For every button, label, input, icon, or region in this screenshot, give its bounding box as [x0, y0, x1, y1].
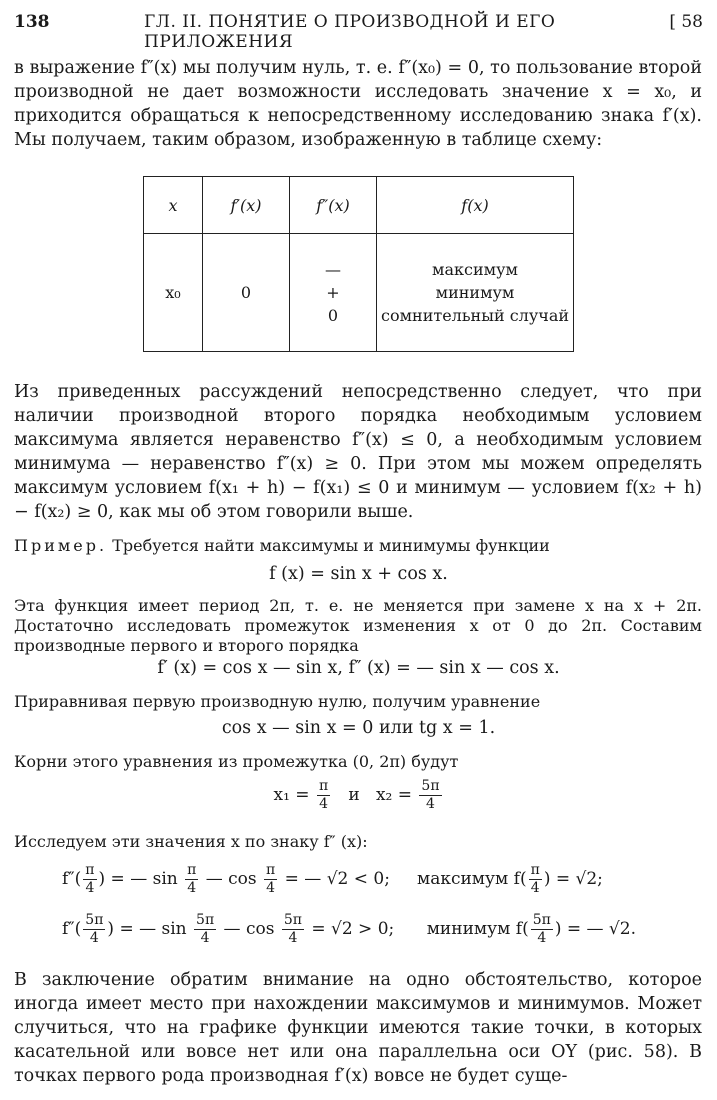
sign-plus: + [326, 283, 340, 302]
cell-x0: x₀ [144, 234, 203, 352]
check-line-max: f″( $\frac{\pi}{4}$ ) = — sin $\frac{\pi}{4}$ — cos $\frac{\pi}{4}$ = — √2 < 0; максимум f( $\frac{\pi}{4}$ ) = √2; [62, 862, 603, 896]
figure-reference: [ 58 [669, 12, 703, 32]
header-f: f(x) [377, 177, 574, 234]
sign-minus: — [325, 260, 341, 279]
root-x1-label: x₁ = [273, 785, 310, 805]
check-line-min: f″( $\frac{5\pi}{4}$ ) = — sin $\frac{5\pi}{4}$ — cos $\frac{5\pi}{4}$ = √2 > 0; минимум f( $\frac{5\pi}{4}$ ) = — √2. [62, 912, 636, 946]
check-text: Исследуем эти значения x по знаку f″ (x): [14, 832, 368, 851]
roots-text: Корни этого уравнения из промежутка (0, 2π) будут [14, 752, 459, 771]
cell-f2-signs [290, 234, 377, 352]
table-header-row [144, 177, 574, 234]
roots-formula [0, 778, 717, 813]
running-title: ГЛ. II. ПОНЯТИЕ О ПРОИЗВОДНОЙ И ЕГО ПРИЛОЖЕНИЯ [144, 12, 556, 52]
result-maximum: максимум [432, 260, 518, 279]
and-word: и [348, 785, 360, 805]
page-header [14, 12, 703, 52]
header-f1: f′(x) [203, 177, 290, 234]
necessary-conditions-paragraph: Из приведенных рассуждений непосредственно следует, что при наличии производной второго порядка необходимым условием максимума является неравенство f″(x) ≤ 0, а необходимым условием минимума — неравенство f″(x) ≥ 0. При этом мы можем определять максимум условием f(x₁ + h) − f(x₁) ≤ 0 и минимум — условием f(x₂ + h) − f(x₂) ≥ 0, как мы об этом говорили выше. [14, 382, 702, 522]
sign-scheme-table [143, 176, 574, 352]
table-row [144, 234, 574, 352]
cell-f-result [377, 234, 574, 352]
result-doubtful: сомнительный случай [380, 306, 570, 325]
period-paragraph: Эта функция имеет период 2π, т. е. не меняется при замене x на x + 2π. Достаточно исследовать промежуток изменения x от 0 до 2π. Составим производные первого и второго порядка [14, 596, 702, 655]
fraction-5pi-over-4: $\frac{5\pi}{4}$ [421, 778, 440, 812]
fraction-pi-over-4: $\frac{\pi}{4}$ [318, 778, 329, 812]
equation-formula: cos x — sin x = 0 или tg x = 1. [221, 718, 496, 738]
result-minimum: минимум [435, 283, 515, 302]
example-text: Требуется найти максимумы и минимумы функции [112, 536, 550, 555]
intro-paragraph: в выражение f″(x) мы получим нуль, т. е. f″(x₀) = 0, то пользование второй производной не дает возможности исследовать значение x = x₀, и приходится обращаться к непосредственному исследованию знака f′(x). Мы получаем, таким образом, изображенную в таблице схему: [14, 58, 702, 150]
function-formula: f (x) = sin x + cos x. [269, 564, 448, 584]
header-x: x [144, 177, 203, 234]
root-x2-label: x₂ = [375, 785, 412, 805]
example-label: Пример. [14, 536, 108, 555]
min-label: минимум [426, 919, 511, 939]
example-intro [14, 536, 702, 556]
header-f2: f″(x) [290, 177, 377, 234]
cell-f1-zero: 0 [203, 234, 290, 352]
max-label: максимум [416, 869, 509, 889]
page-number: 138 [14, 12, 50, 32]
conclusion-paragraph: В заключение обратим внимание на одно обстоятельство, которое иногда имеет место при нахождении максимумов и минимумов. Может случиться, что на графике функции имеются такие точки, в которых касательной или вовсе нет или она параллельна оси OY (рис. 58). В точках первого рода производная f′(x) вовсе не будет суще- [14, 970, 702, 1086]
equate-text: Приравнивая первую производную нулю, получим уравнение [14, 692, 541, 711]
sign-zero: 0 [327, 306, 339, 325]
derivatives-formula: f′ (x) = cos x — sin x, f″ (x) = — sin x — cos x. [157, 658, 560, 678]
